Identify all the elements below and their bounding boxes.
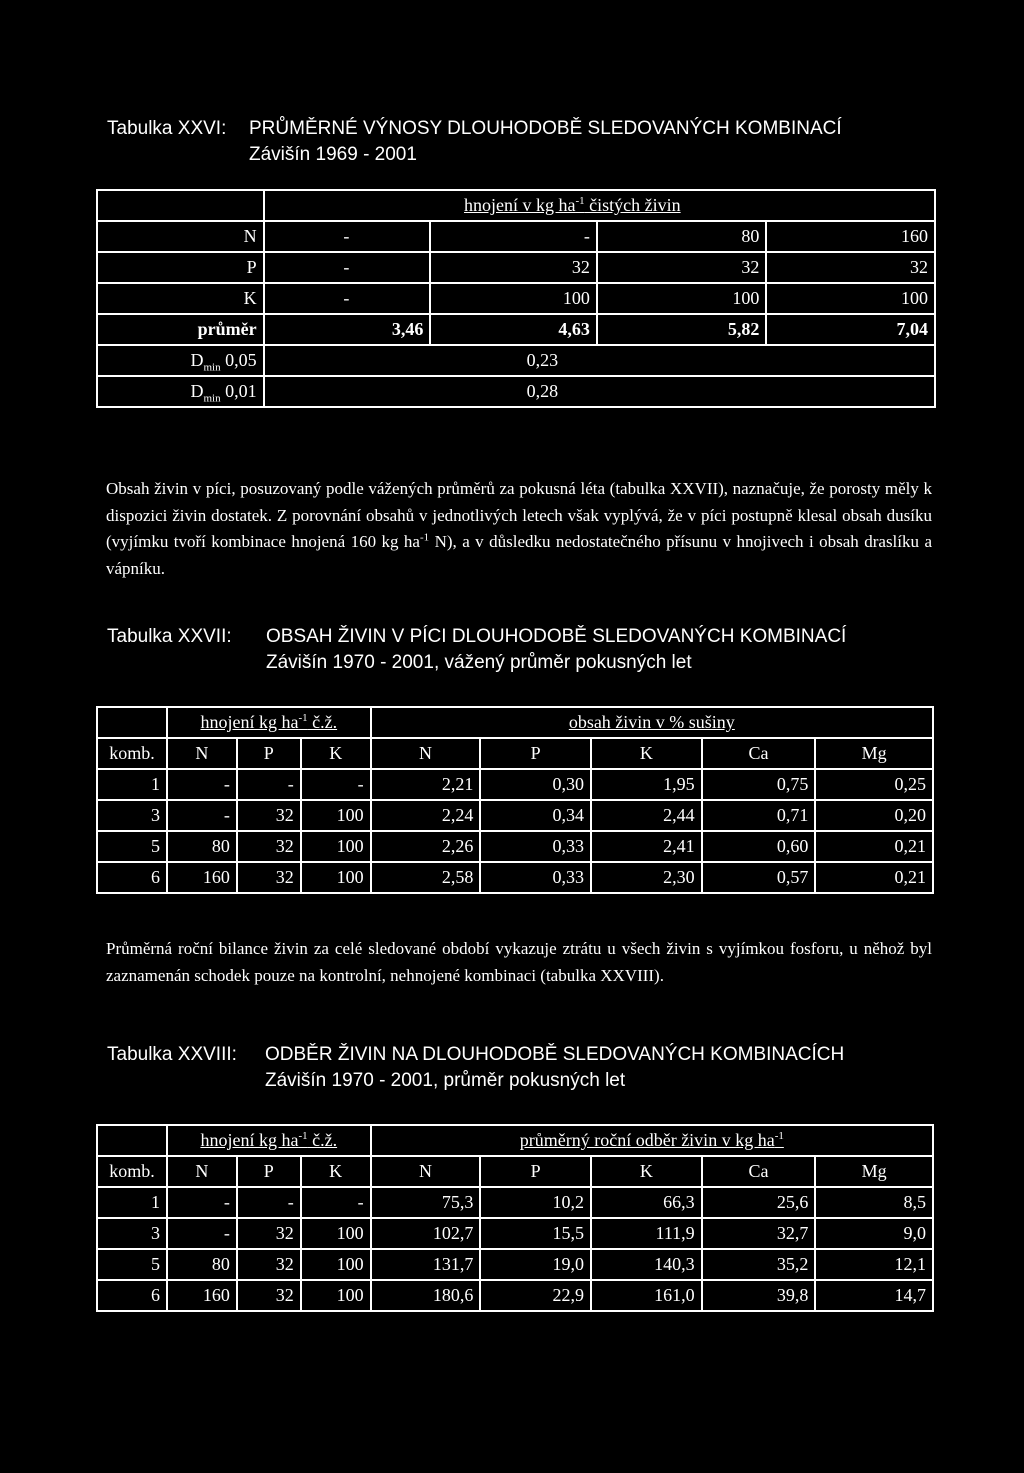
table-cell: 3 — [97, 800, 167, 831]
table-cell: 32 — [237, 862, 301, 893]
cell: 160 — [766, 221, 935, 252]
table-cell: 15,5 — [480, 1218, 591, 1249]
cell: 5,82 — [597, 314, 767, 345]
table-cell: 0,21 — [815, 831, 933, 862]
table-cell: 1,95 — [591, 769, 702, 800]
table-cell: 0,20 — [815, 800, 933, 831]
table-cell: 80 — [167, 1249, 237, 1280]
table-cell: 6 — [97, 1280, 167, 1311]
table-28-group-row — [97, 1125, 933, 1156]
table-cell: 140,3 — [591, 1249, 702, 1280]
table-cell: - — [167, 1187, 237, 1218]
table-row — [97, 1280, 933, 1311]
mean-label: průměr — [97, 314, 264, 345]
table-cell: 160 — [167, 862, 237, 893]
table-cell: 3 — [97, 1218, 167, 1249]
table-26-caption — [107, 116, 842, 168]
column-header: N — [371, 1156, 481, 1187]
table-28-body — [97, 1187, 933, 1311]
table-cell: 2,41 — [591, 831, 702, 862]
table-row — [97, 831, 933, 862]
table-cell: 100 — [301, 1249, 371, 1280]
cell: 32 — [597, 252, 767, 283]
table-26-row-n — [97, 221, 935, 252]
table-cell: 0,33 — [480, 862, 591, 893]
column-header: K — [591, 738, 702, 769]
table-cell: 32 — [237, 1249, 301, 1280]
table-cell: 19,0 — [480, 1249, 591, 1280]
table-row — [97, 862, 933, 893]
dmin-value: 0,28 — [264, 376, 935, 407]
table-cell: 80 — [167, 831, 237, 862]
table-cell: - — [237, 1187, 301, 1218]
table-cell: 14,7 — [815, 1280, 933, 1311]
table-row — [97, 769, 933, 800]
cell: 100 — [597, 283, 767, 314]
table-cell: 9,0 — [815, 1218, 933, 1249]
row-label: P — [97, 252, 264, 283]
cell: - — [264, 283, 431, 314]
table-row — [97, 800, 933, 831]
column-header: Ca — [702, 1156, 816, 1187]
table-cell: 5 — [97, 831, 167, 862]
table-row — [97, 1187, 933, 1218]
column-header: K — [301, 1156, 371, 1187]
table-cell: 2,26 — [371, 831, 481, 862]
table-cell: 6 — [97, 862, 167, 893]
table-cell: - — [167, 1218, 237, 1249]
table-cell: 32 — [237, 1218, 301, 1249]
table-cell: 2,58 — [371, 862, 481, 893]
table-cell: - — [167, 800, 237, 831]
table-cell: 0,30 — [480, 769, 591, 800]
table-cell: 2,44 — [591, 800, 702, 831]
table-26 — [96, 189, 936, 408]
table-cell: - — [301, 769, 371, 800]
table-28 — [96, 1124, 934, 1312]
table-cell: 180,6 — [371, 1280, 481, 1311]
dmin-value: 0,23 — [264, 345, 935, 376]
paragraph-1-text: Obsah živin v píci, posuzovaný podle vážených průměrů za pokusná léta (tabulka XXVII), naznačuje, že porosty měly k dispozici živin dostatek. Z porovnání obsahů v jednotlivých letech však vyplývá, že v píci postupně klesal obsah dusíku (vyjímku tvoří kombinace hnojená 160 kg ha — [106, 479, 932, 551]
table-27-title: OBSAH ŽIVIN V PÍCI DLOUHODOBĚ SLEDOVANÝCH KOMBINACÍ — [266, 626, 847, 647]
column-header: Mg — [815, 738, 933, 769]
table-26-header: hnojení v kg $ha^{-1}$ čistých živin — [264, 190, 935, 221]
column-header: Mg — [815, 1156, 933, 1187]
table-cell: 32 — [237, 800, 301, 831]
column-header: K — [591, 1156, 702, 1187]
table-26-row-mean — [97, 314, 935, 345]
column-header: P — [237, 738, 301, 769]
table-27-corner — [97, 707, 167, 738]
column-header: N — [167, 1156, 237, 1187]
table-cell: - — [237, 769, 301, 800]
table-28-corner — [97, 1125, 167, 1156]
column-header: N — [371, 738, 481, 769]
table-26-row-k — [97, 283, 935, 314]
table-cell: 5 — [97, 1249, 167, 1280]
table-27-group-content: obsah živin v % sušiny — [371, 707, 933, 738]
table-cell: 100 — [301, 862, 371, 893]
table-cell: 22,9 — [480, 1280, 591, 1311]
table-cell: 0,71 — [702, 800, 816, 831]
table-cell: 32 — [237, 1280, 301, 1311]
cell: 32 — [430, 252, 597, 283]
table-cell: 39,8 — [702, 1280, 816, 1311]
cell: 7,04 — [766, 314, 935, 345]
table-cell: 25,6 — [702, 1187, 816, 1218]
cell: - — [430, 221, 597, 252]
table-cell: 0,21 — [815, 862, 933, 893]
table-26-subtitle: Závišín 1969 - 2001 — [249, 144, 417, 165]
cell: 32 — [766, 252, 935, 283]
paragraph-2 — [106, 936, 932, 989]
table-cell: 0,60 — [702, 831, 816, 862]
table-cell: 0,75 — [702, 769, 816, 800]
table-cell: 2,21 — [371, 769, 481, 800]
table-cell: 100 — [301, 1218, 371, 1249]
table-cell: 75,3 — [371, 1187, 481, 1218]
table-cell: 10,2 — [480, 1187, 591, 1218]
table-26-header-row — [97, 190, 935, 221]
table-27 — [96, 706, 934, 894]
column-header: K — [301, 738, 371, 769]
column-header: komb. — [97, 1156, 167, 1187]
row-label: N — [97, 221, 264, 252]
table-26-row-dmin-001 — [97, 376, 935, 407]
table-27-group-row — [97, 707, 933, 738]
cell: - — [264, 221, 431, 252]
table-28-subtitle: Závišín 1970 - 2001, průměr pokusných let — [265, 1070, 626, 1091]
table-cell: - — [301, 1187, 371, 1218]
table-28-header-row — [97, 1156, 933, 1187]
table-cell: 131,7 — [371, 1249, 481, 1280]
column-header: Ca — [702, 738, 816, 769]
table-cell: - — [167, 769, 237, 800]
table-26-title: PRŮMĚRNÉ VÝNOSY DLOUHODOBĚ SLEDOVANÝCH KOMBINACÍ — [249, 118, 842, 139]
table-28-group-fert: hnojení kg $ha^{-1}$ č.ž. — [167, 1125, 371, 1156]
table-28-group-uptake: průměrný roční odběr živin v kg $ha^{-1}$ — [371, 1125, 933, 1156]
table-cell: 2,30 — [591, 862, 702, 893]
table-26-row-p — [97, 252, 935, 283]
table-27-caption — [107, 624, 846, 676]
dmin-label: $D_{min}$ 0,05 — [97, 345, 264, 376]
table-cell: 161,0 — [591, 1280, 702, 1311]
table-27-group-fert: hnojení kg $ha^{-1}$ č.ž. — [167, 707, 371, 738]
table-27-header-row — [97, 738, 933, 769]
table-cell: 32,7 — [702, 1218, 816, 1249]
table-26-row-dmin-005 — [97, 345, 935, 376]
table-cell: 160 — [167, 1280, 237, 1311]
table-cell: 32 — [237, 831, 301, 862]
table-cell: 0,33 — [480, 831, 591, 862]
cell: 80 — [597, 221, 767, 252]
table-28-caption — [107, 1042, 844, 1094]
table-cell: 0,25 — [815, 769, 933, 800]
table-cell: 0,34 — [480, 800, 591, 831]
table-28-title: ODBĚR ŽIVIN NA DLOUHODOBĚ SLEDOVANÝCH KOMBINACÍCH — [265, 1044, 845, 1065]
row-label: K — [97, 283, 264, 314]
table-cell: 111,9 — [591, 1218, 702, 1249]
column-header: P — [480, 738, 591, 769]
table-cell: 35,2 — [702, 1249, 816, 1280]
paragraph-1-sup: -1 — [419, 531, 430, 544]
paragraph-1 — [106, 476, 932, 582]
cell: 4,63 — [430, 314, 597, 345]
table-cell: 102,7 — [371, 1218, 481, 1249]
table-cell: 100 — [301, 1280, 371, 1311]
table-cell: 8,5 — [815, 1187, 933, 1218]
table-cell: 12,1 — [815, 1249, 933, 1280]
table-27-body — [97, 769, 933, 893]
table-26-corner — [97, 190, 264, 221]
table-row — [97, 1218, 933, 1249]
table-26-label: Tabulka XXVI: — [107, 118, 227, 139]
table-cell: 100 — [301, 831, 371, 862]
table-28-label: Tabulka XXVIII: — [107, 1044, 237, 1065]
cell: 100 — [766, 283, 935, 314]
dmin-label: $D_{min}$ 0,01 — [97, 376, 264, 407]
table-row — [97, 1249, 933, 1280]
table-cell: 2,24 — [371, 800, 481, 831]
table-27-subtitle: Závišín 1970 - 2001, vážený průměr pokusných let — [266, 652, 692, 673]
paragraph-2-text: Průměrná roční bilance živin za celé sledované období vykazuje ztrátu u všech živin s vyjímkou fosforu, u něhož byl zaznamenán schodek pouze na kontrolní, nehnojené kombinaci (tabulka XXVIII). — [106, 939, 932, 985]
table-cell: 1 — [97, 769, 167, 800]
column-header: komb. — [97, 738, 167, 769]
cell: - — [264, 252, 431, 283]
cell: 100 — [430, 283, 597, 314]
table-cell: 1 — [97, 1187, 167, 1218]
paragraph-1-text-end: N), a v důsledku nedostatečného přísunu v hnojivech i obsah draslíku a vápníku. — [106, 532, 932, 578]
cell: 3,46 — [264, 314, 431, 345]
column-header: N — [167, 738, 237, 769]
table-27-label: Tabulka XXVII: — [107, 626, 232, 647]
column-header: P — [480, 1156, 591, 1187]
column-header: P — [237, 1156, 301, 1187]
table-cell: 0,57 — [702, 862, 816, 893]
table-cell: 100 — [301, 800, 371, 831]
table-cell: 66,3 — [591, 1187, 702, 1218]
